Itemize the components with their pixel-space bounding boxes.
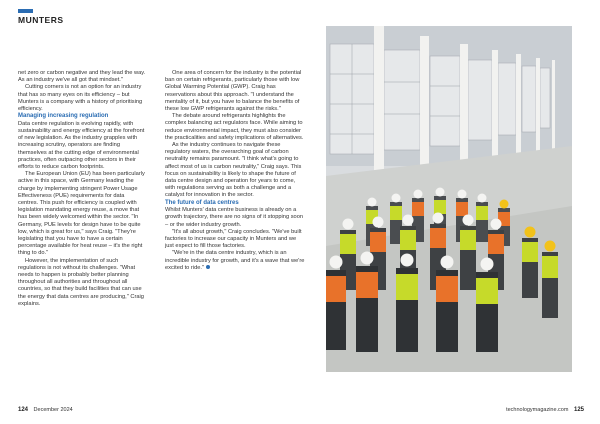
brand-accent-bar bbox=[18, 9, 33, 13]
page-footer-right bbox=[506, 407, 584, 413]
paragraph-text: "We're in the data centre industry, which is an incredible industry for growth, and it's a wave that we're excited to ride." bbox=[165, 250, 305, 271]
paragraph: One area of concern for the industry is the potential ban on certain refrigerants, particularly those with low Global Warming Potential (GWP). Craig has reservations about this approach. "I understand the mentality of it, but you have to balance the benefits of these low GWP refrigerants against the risks." bbox=[165, 70, 302, 113]
paragraph bbox=[165, 250, 305, 272]
issue-date: December 2024 bbox=[33, 407, 73, 413]
section-heading: Managing increasing regulation bbox=[18, 113, 109, 120]
page-footer-left bbox=[18, 407, 73, 413]
paragraph: Cutting corners is not an option for an industry that has so many eyes on its efficiency – but Munters is a company with a history of prioritising efficiency. bbox=[18, 84, 143, 113]
section-heading: The future of data centres bbox=[165, 199, 239, 206]
paragraph: The debate around refrigerants highlights the complex balancing act regulators face. While aiming to reduce environmental impact, they must also consider the practicalities and safety implications of alternatives. bbox=[165, 113, 304, 141]
website-label: technologymagazine.com bbox=[506, 407, 569, 413]
paragraph: Whilst Munters' data centre business is already on a growth trajectory, there are no signs of it stopping soon – or the wider industry growth. bbox=[165, 207, 304, 228]
article-end-icon bbox=[206, 265, 210, 269]
paragraph: However, the implementation of such regulations is not without its challenges. "What needs to happen is probably better planning throughout all authorities and throughout all countries, so that they build facilities that can use the energy that data centres are producing," Craig explains. bbox=[18, 257, 144, 307]
page-number: 124 bbox=[18, 407, 29, 413]
paragraph: Data centre regulation is evolving rapidly, with sustainability and energy efficiency at the forefront of new legislation. As the industry grapples with increasing scrutiny, operators are finding themselves at the cutting edge of environmental practices, often outpacing other sectors in their efforts to reduce carbon footprints. bbox=[18, 120, 145, 171]
article-photo bbox=[326, 26, 572, 372]
paragraph: As the industry continues to navigate these regulatory waters, the overarching goal of carbon neutrality remains paramount. "I think what's going to affect most of us is carbon neutrality," Craig says. This focus on sustainability is likely to shape the future of data centre design and operation for years to come, with regulations serving as both a challenge and a catalyst for innovation in the sector. bbox=[165, 142, 302, 199]
article-column-middle bbox=[165, 70, 305, 272]
article-column-left bbox=[18, 70, 146, 308]
paragraph: net zero or carbon negative and they lead the way. As an industry we've all got that mindset." bbox=[18, 70, 146, 84]
page-number: 125 bbox=[573, 407, 584, 413]
paragraph: The European Union (EU) has been particularly active in this space, with Germany leading the charge by implementing stringent Power Usage Effectiveness (PUE) requirements for data centres. This push for efficiency is coupled with legislation mandating energy reuse, a move that has been widely welcomed within the sector. "In Germany, PUE levels for design have to be quite low, which is great for us," says Craig. "They're legislating that you have to have a certain percentage available for heat reuse – it's the right thing to do." bbox=[18, 171, 145, 257]
construction-site-photo bbox=[326, 26, 572, 372]
magazine-brand-label: MUNTERS bbox=[18, 15, 64, 25]
paragraph: "It's all about growth," Craig concludes. "We've built factories to increase our capacity in Munters and we just expect to fill those factories. bbox=[165, 228, 302, 250]
